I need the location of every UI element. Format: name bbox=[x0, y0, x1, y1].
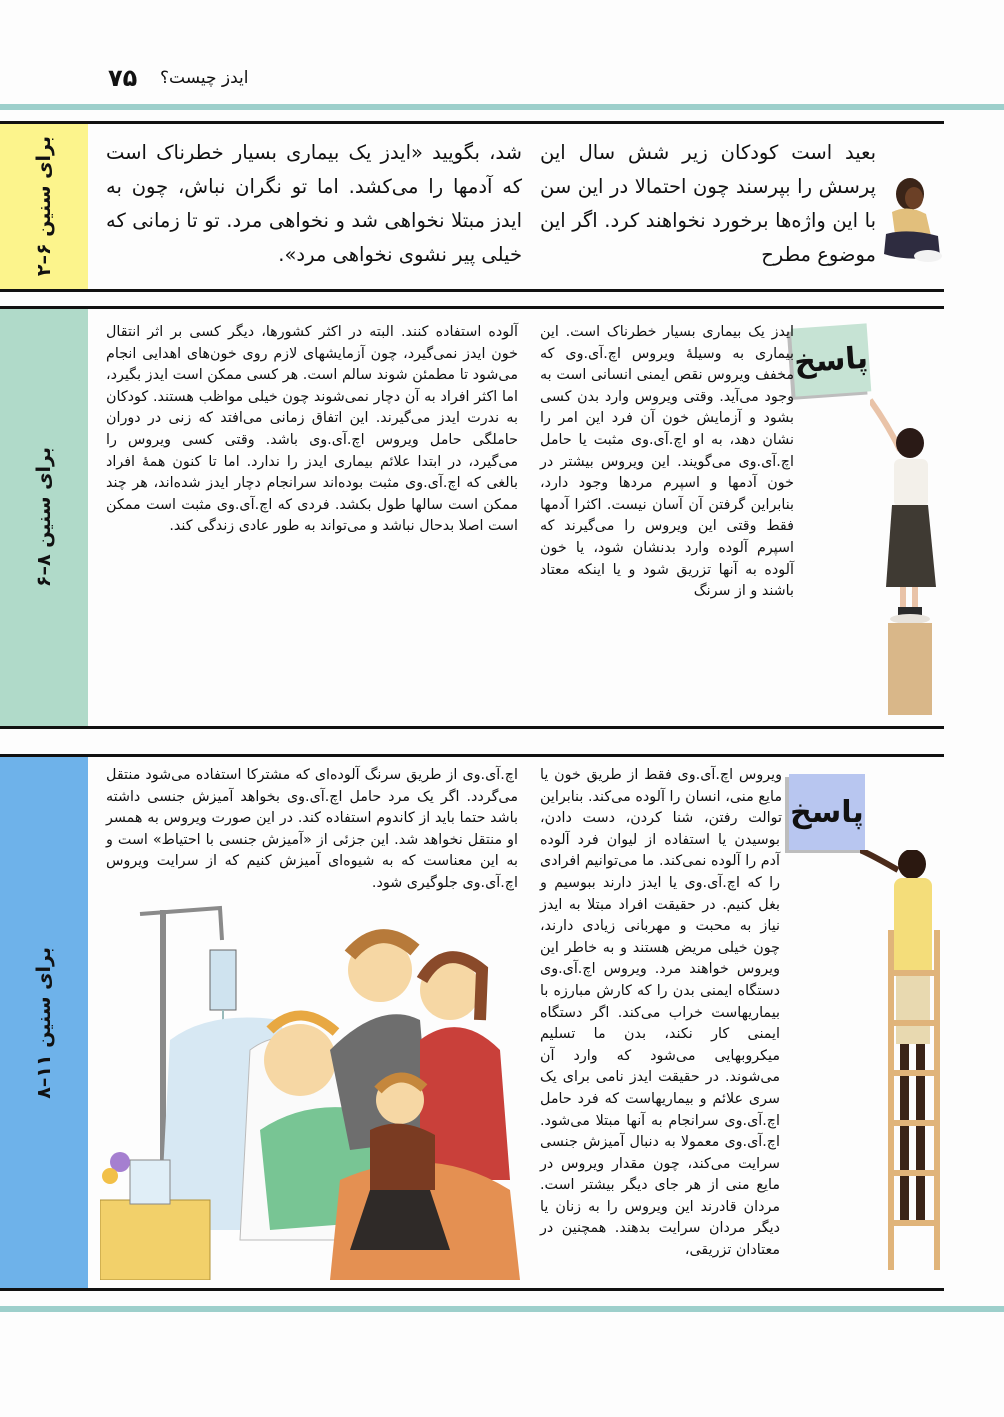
page-number: ۷۵ bbox=[108, 64, 138, 92]
age-tab-6-8 bbox=[0, 309, 88, 726]
section-divider bbox=[0, 1288, 944, 1291]
section1-right-text bbox=[540, 136, 876, 272]
paragraph: بعید است کودکان زیر شش سال این پرسش را بپرسند چون احتمالا در این سن با این واژه‌ها برخورد نخواهند کرد. اگر این موضوع مطرح bbox=[540, 141, 876, 266]
section1-left-text bbox=[106, 136, 522, 272]
paragraph bbox=[540, 322, 940, 603]
running-title: ایدز چیست؟ bbox=[160, 68, 249, 88]
text-wrap-spacer bbox=[780, 851, 940, 1247]
text-wrap-spacer bbox=[794, 322, 940, 622]
answer-badge-label: پاسخ bbox=[793, 339, 869, 381]
paragraph bbox=[540, 765, 940, 1262]
hospital-family-illustration bbox=[100, 900, 540, 1280]
seated-child-photo bbox=[878, 170, 948, 265]
age-label: برای سنین ۶–۲ bbox=[33, 136, 55, 277]
age-label: برای سنین ۸–۶ bbox=[33, 447, 55, 588]
section-divider bbox=[0, 121, 944, 124]
section2-right-text bbox=[540, 322, 940, 622]
paragraph-text: ایدز یک بیماری بسیار خطرناک است. این بیماری به وسیلهٔ ویروس اچ.آی.وی که مخفف ویروس نقص ایمنی انسانی است به وجود می‌آید. وقتی ویروس وارد بدن کسی بشود و آزمایش خون آن فرد این امر را نشان دهد، به او اچ.آی.وی مثبت یا حامل اچ.آی.وی می‌گویند. این ویروس بیشتر در خون آدمها و اسپرم مردها وجود دارد، بنابراین گرفتن آن آسان نیست. اکثرا آدمها فقط وقتی این ویروس را می‌گیرند که اسپرم آلوده وارد بدنشان شود، یا خون آلوده به آنها تزریق شود و یا اینکه معتاد باشند و از سرنگ bbox=[540, 324, 794, 600]
top-teal-rule bbox=[0, 104, 1004, 110]
bottom-teal-rule bbox=[0, 1306, 1004, 1312]
section-divider bbox=[0, 289, 944, 292]
paragraph-text: ویروس اچ.آی.وی فقط از طریق خون یا مایع منی، انسان را آلوده می‌کند. بنابراین توالت رفتن، شنا کردن، دست دادن، بوسیدن یا استفاده از لیوان فرد آلوده آدم را آلوده نمی‌کند. ما می‌توانیم افرادی را که اچ.آی.وی یا ایدز دارند ببوسیم و بغل کنیم. در حقیقت افراد مبتلا به ایدز نیاز به محبت و مهربانی زیادی دارند، چون خیلی مریض هستند و به خاطر این ویروس خواهند مرد. ویروس اچ.آی.وی دستگاه ایمنی بدن را که کارش مبارزه با بیماریهاست خراب می‌کند. اگر دستگاه ایمنی کار نکند، بدن ما تسلیم میکروبهایی می‌شود که وارد آن می‌شوند. در حقیقت ایدز نامی برای یک سری علائم و بیماریهاست که فرد حامل اچ.آی.وی سرانجام به آنها مبتلا می‌شود. اچ.آی.وی معمولا به دنبال آمیزش جنسی سرایت می‌کند، چون مقدار ویروس در مایع منی از هر جای دیگر بیشتر است. مردان قادرند این ویروس را به زنان یا دیگر مردان سرایت بدهند. همچنین در معتادان تزریقی، bbox=[540, 767, 782, 1259]
paragraph: اچ.آی.وی از طریق سرنگ آلوده‌ای که مشترکا استفاده می‌شود منتقل می‌گردد. اگر یک مرد حامل اچ.آی.وی بخواهد آمیزش جنسی داشته باشد حتما باید از کاندوم استفاده کند. در این صورت ویروس به همسر او منتقل نخواهد شد. این جزئی از «آمیزش جنسی با احتیاط» است و به این معناست که به شیوه‌ای آمیزش کنیم که از سرایت ویروس اچ.آی.وی جلوگیری شود. bbox=[106, 767, 518, 891]
section3-left-text bbox=[106, 765, 518, 895]
age-tab-8-11 bbox=[0, 757, 88, 1288]
section2-left-text bbox=[106, 322, 518, 538]
section-divider bbox=[0, 726, 944, 729]
section3-right-text bbox=[540, 765, 940, 1262]
text-wrap-spacer bbox=[782, 765, 940, 851]
paragraph: آلوده استفاده کنند. البته در اکثر کشورها، دیگر کسی بر اثر انتقال خون ایدز نمی‌گیرد، چون آزمایشهای لازم روی خون‌های اهدایی انجام می‌شود تا مطمئن شوند سالم است. هر کسی ممکن است ایدز بگیرد، اما اکثر افراد به آن دچار نمی‌شوند چون خیلی مواظب هستند. کودکان به ندرت ایدز می‌گیرند. این اتفاق زمانی می‌افتد که زنی در دوران حاملگی حامل ویروس اچ.آی.وی باشد. وقتی کسی ویروس را می‌گیرد، در ابتدا علائم بیماری ایدز را ندارد. اما تا کنون همهٔ افراد بالغی که اچ.آی.وی مثبت بوده‌اند سرانجام دچار ایدز شده‌اند، هر چند ممکن است سالها طول بکشد. فردی که اچ.آی.وی مثبت است ممکن است اصلا بدحال نباشد و می‌تواند به طور عادی زندگی کند. bbox=[106, 324, 518, 535]
paragraph: شد، بگویید «ایدز یک بیماری بسیار خطرناک است که آدمها را می‌کشد. اما تو نگران نباش، چون به ایدز مبتلا نخواهی شد و نخواهی مرد. تو تا زمانی که خیلی پیر نشوی نخواهی مرد». bbox=[106, 141, 522, 266]
answer-badge-label: پاسخ bbox=[790, 794, 864, 830]
age-label: برای سنین ۱۱–۸ bbox=[33, 946, 55, 1099]
age-tab-2-6 bbox=[0, 124, 88, 289]
section-divider bbox=[0, 754, 944, 757]
section-divider bbox=[0, 306, 944, 309]
